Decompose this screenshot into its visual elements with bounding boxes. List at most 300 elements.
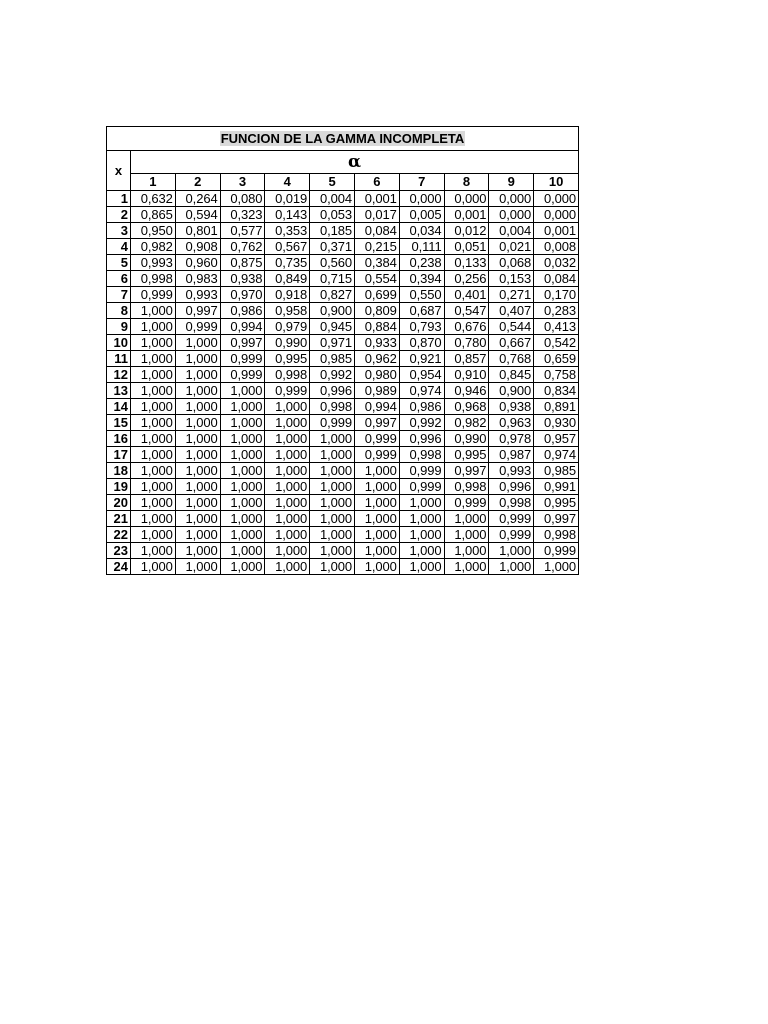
table-cell: 1,000 — [310, 511, 355, 527]
table-cell: 0,998 — [399, 447, 444, 463]
table-cell: 1,000 — [399, 559, 444, 575]
table-row — [107, 463, 579, 479]
table-cell: 1,000 — [310, 463, 355, 479]
row-x-value: 20 — [107, 495, 131, 511]
row-x-value: 12 — [107, 367, 131, 383]
table-row — [107, 255, 579, 271]
table-row — [107, 511, 579, 527]
table-cell: 0,000 — [399, 191, 444, 207]
table-cell: 1,000 — [399, 543, 444, 559]
table-cell: 0,185 — [310, 223, 355, 239]
table-cell: 1,000 — [131, 527, 176, 543]
table-cell: 0,958 — [265, 303, 310, 319]
table-row — [107, 527, 579, 543]
table-cell: 0,032 — [534, 255, 579, 271]
table-cell: 0,997 — [534, 511, 579, 527]
alpha-column-header: 3 — [220, 174, 265, 191]
table-cell: 1,000 — [265, 559, 310, 575]
table-cell: 1,000 — [265, 543, 310, 559]
table-cell: 1,000 — [131, 399, 176, 415]
table-cell: 0,801 — [175, 223, 220, 239]
table-cell: 1,000 — [489, 543, 534, 559]
table-cell: 1,000 — [534, 559, 579, 575]
table-cell: 0,111 — [399, 239, 444, 255]
table-cell: 1,000 — [399, 527, 444, 543]
table-cell: 0,991 — [534, 479, 579, 495]
alpha-row — [107, 151, 579, 174]
table-cell: 1,000 — [265, 415, 310, 431]
table-cell: 0,715 — [310, 271, 355, 287]
table-cell: 0,998 — [444, 479, 489, 495]
table-cell: 1,000 — [131, 431, 176, 447]
table-cell: 0,891 — [534, 399, 579, 415]
table-cell: 1,000 — [131, 351, 176, 367]
table-cell: 0,974 — [534, 447, 579, 463]
table-cell: 0,353 — [265, 223, 310, 239]
table-cell: 0,993 — [131, 255, 176, 271]
table-cell: 0,963 — [489, 415, 534, 431]
alpha-column-header: 8 — [444, 174, 489, 191]
table-cell: 0,000 — [534, 207, 579, 223]
table-cell: 0,019 — [265, 191, 310, 207]
table-cell: 1,000 — [265, 447, 310, 463]
table-cell: 1,000 — [220, 527, 265, 543]
table-row — [107, 191, 579, 207]
table-row — [107, 239, 579, 255]
table-cell: 1,000 — [354, 479, 399, 495]
table-cell: 1,000 — [265, 399, 310, 415]
table-cell: 0,544 — [489, 319, 534, 335]
alpha-column-header: 4 — [265, 174, 310, 191]
table-cell: 0,238 — [399, 255, 444, 271]
row-x-value: 17 — [107, 447, 131, 463]
table-cell: 0,979 — [265, 319, 310, 335]
table-cell: 0,987 — [489, 447, 534, 463]
table-cell: 0,053 — [310, 207, 355, 223]
row-x-value: 18 — [107, 463, 131, 479]
table-cell: 0,933 — [354, 335, 399, 351]
table-cell: 0,000 — [489, 191, 534, 207]
table-cell: 0,900 — [310, 303, 355, 319]
table-cell: 1,000 — [444, 543, 489, 559]
table-cell: 0,999 — [399, 463, 444, 479]
table-cell: 0,676 — [444, 319, 489, 335]
table-cell: 0,735 — [265, 255, 310, 271]
table-cell: 0,983 — [175, 271, 220, 287]
table-cell: 0,550 — [399, 287, 444, 303]
table-cell: 0,996 — [489, 479, 534, 495]
table-cell: 0,153 — [489, 271, 534, 287]
table-cell: 1,000 — [265, 479, 310, 495]
table-cell: 0,997 — [354, 415, 399, 431]
alpha-column-header: 9 — [489, 174, 534, 191]
table-cell: 1,000 — [220, 383, 265, 399]
table-cell: 0,143 — [265, 207, 310, 223]
table-cell: 0,962 — [354, 351, 399, 367]
table-cell: 0,271 — [489, 287, 534, 303]
table-cell: 0,999 — [489, 527, 534, 543]
alpha-values-row — [107, 174, 579, 191]
table-cell: 0,945 — [310, 319, 355, 335]
table-cell: 0,384 — [354, 255, 399, 271]
table-cell: 0,993 — [489, 463, 534, 479]
title-row — [107, 127, 579, 151]
table-cell: 1,000 — [265, 431, 310, 447]
table-cell: 0,413 — [534, 319, 579, 335]
table-cell: 0,999 — [489, 511, 534, 527]
table-cell: 0,827 — [310, 287, 355, 303]
table-cell: 1,000 — [175, 543, 220, 559]
table-cell: 0,992 — [310, 367, 355, 383]
table-cell: 1,000 — [131, 559, 176, 575]
table-cell: 0,999 — [265, 383, 310, 399]
table-row — [107, 319, 579, 335]
table-cell: 0,999 — [444, 495, 489, 511]
row-x-value: 21 — [107, 511, 131, 527]
table-cell: 1,000 — [175, 495, 220, 511]
table-cell: 0,900 — [489, 383, 534, 399]
table-cell: 0,875 — [220, 255, 265, 271]
table-cell: 1,000 — [175, 527, 220, 543]
table-cell: 0,542 — [534, 335, 579, 351]
table-cell: 0,857 — [444, 351, 489, 367]
table-cell: 0,970 — [220, 287, 265, 303]
table-cell: 1,000 — [220, 399, 265, 415]
table-cell: 1,000 — [265, 495, 310, 511]
table-cell: 0,996 — [310, 383, 355, 399]
table-cell: 1,000 — [131, 511, 176, 527]
table-cell: 0,999 — [175, 319, 220, 335]
table-cell: 0,547 — [444, 303, 489, 319]
table-row — [107, 223, 579, 239]
table-row — [107, 415, 579, 431]
table-row — [107, 543, 579, 559]
table-cell: 1,000 — [354, 511, 399, 527]
table-cell: 0,017 — [354, 207, 399, 223]
table-cell: 1,000 — [175, 383, 220, 399]
table-cell: 0,985 — [534, 463, 579, 479]
row-x-value: 22 — [107, 527, 131, 543]
table-cell: 0,394 — [399, 271, 444, 287]
table-cell: 0,133 — [444, 255, 489, 271]
table-cell: 0,215 — [354, 239, 399, 255]
table-cell: 0,985 — [310, 351, 355, 367]
table-cell: 0,170 — [534, 287, 579, 303]
table-cell: 1,000 — [444, 511, 489, 527]
table-cell: 0,051 — [444, 239, 489, 255]
table-cell: 0,998 — [131, 271, 176, 287]
table-cell: 1,000 — [310, 543, 355, 559]
table-cell: 0,997 — [175, 303, 220, 319]
table-cell: 1,000 — [220, 431, 265, 447]
table-cell: 0,594 — [175, 207, 220, 223]
row-x-value: 24 — [107, 559, 131, 575]
table-cell: 0,001 — [534, 223, 579, 239]
row-x-value: 6 — [107, 271, 131, 287]
row-x-value: 3 — [107, 223, 131, 239]
table-title-cell — [107, 127, 579, 151]
alpha-column-header: 6 — [354, 174, 399, 191]
table-cell: 0,870 — [399, 335, 444, 351]
table-cell: 1,000 — [220, 495, 265, 511]
table-cell: 0,659 — [534, 351, 579, 367]
table-cell: 1,000 — [175, 559, 220, 575]
table-cell: 1,000 — [265, 463, 310, 479]
table-cell: 0,084 — [534, 271, 579, 287]
table-cell: 0,264 — [175, 191, 220, 207]
table-cell: 1,000 — [175, 351, 220, 367]
table-cell: 1,000 — [310, 431, 355, 447]
table-header — [107, 127, 579, 191]
table-row — [107, 495, 579, 511]
table-cell: 0,994 — [220, 319, 265, 335]
table-row — [107, 271, 579, 287]
table-cell: 1,000 — [310, 447, 355, 463]
table-cell: 0,407 — [489, 303, 534, 319]
alpha-column-header: 5 — [310, 174, 355, 191]
table-cell: 1,000 — [175, 415, 220, 431]
row-x-value: 23 — [107, 543, 131, 559]
gamma-table — [106, 126, 579, 575]
table-title: FUNCION DE LA GAMMA INCOMPLETA — [220, 131, 465, 146]
table-cell: 1,000 — [131, 383, 176, 399]
table-cell: 0,994 — [354, 399, 399, 415]
table-cell: 1,000 — [220, 543, 265, 559]
alpha-column-header: 2 — [175, 174, 220, 191]
table-cell: 0,986 — [220, 303, 265, 319]
table-cell: 0,995 — [444, 447, 489, 463]
table-cell: 0,884 — [354, 319, 399, 335]
table-cell: 0,401 — [444, 287, 489, 303]
table-cell: 1,000 — [131, 543, 176, 559]
table-cell: 1,000 — [131, 367, 176, 383]
table-cell: 0,999 — [220, 367, 265, 383]
table-cell: 0,992 — [399, 415, 444, 431]
table-cell: 0,845 — [489, 367, 534, 383]
table-cell: 1,000 — [220, 559, 265, 575]
table-cell: 0,283 — [534, 303, 579, 319]
table-cell: 1,000 — [175, 367, 220, 383]
table-cell: 1,000 — [175, 463, 220, 479]
table-cell: 0,998 — [310, 399, 355, 415]
table-cell: 0,080 — [220, 191, 265, 207]
table-cell: 0,998 — [534, 527, 579, 543]
table-cell: 0,667 — [489, 335, 534, 351]
table-row — [107, 447, 579, 463]
table-cell: 0,001 — [354, 191, 399, 207]
table-cell: 0,000 — [534, 191, 579, 207]
table-cell: 0,999 — [534, 543, 579, 559]
table-cell: 0,999 — [399, 479, 444, 495]
table-cell: 0,938 — [220, 271, 265, 287]
table-cell: 1,000 — [354, 559, 399, 575]
table-cell: 0,998 — [489, 495, 534, 511]
row-x-value: 2 — [107, 207, 131, 223]
table-cell: 0,084 — [354, 223, 399, 239]
table-cell: 1,000 — [175, 511, 220, 527]
table-cell: 0,921 — [399, 351, 444, 367]
table-cell: 0,034 — [399, 223, 444, 239]
table-cell: 0,960 — [175, 255, 220, 271]
table-cell: 0,990 — [444, 431, 489, 447]
table-cell: 0,021 — [489, 239, 534, 255]
table-cell: 0,762 — [220, 239, 265, 255]
table-cell: 1,000 — [399, 495, 444, 511]
table-cell: 0,780 — [444, 335, 489, 351]
row-x-value: 14 — [107, 399, 131, 415]
table-cell: 1,000 — [354, 463, 399, 479]
row-x-value: 13 — [107, 383, 131, 399]
table-cell: 0,974 — [399, 383, 444, 399]
table-row — [107, 367, 579, 383]
table-cell: 1,000 — [131, 335, 176, 351]
row-x-value: 9 — [107, 319, 131, 335]
table-cell: 0,918 — [265, 287, 310, 303]
table-cell: 0,954 — [399, 367, 444, 383]
table-cell: 0,323 — [220, 207, 265, 223]
row-x-value: 8 — [107, 303, 131, 319]
table-cell: 1,000 — [220, 415, 265, 431]
table-cell: 1,000 — [399, 511, 444, 527]
table-cell: 1,000 — [175, 447, 220, 463]
table-cell: 0,371 — [310, 239, 355, 255]
alpha-column-header: 1 — [131, 174, 176, 191]
alpha-column-header: 10 — [534, 174, 579, 191]
table-cell: 0,000 — [444, 191, 489, 207]
table-cell: 0,834 — [534, 383, 579, 399]
table-cell: 1,000 — [354, 527, 399, 543]
row-x-value: 1 — [107, 191, 131, 207]
table-cell: 0,950 — [131, 223, 176, 239]
row-x-value: 19 — [107, 479, 131, 495]
table-row — [107, 287, 579, 303]
table-cell: 0,930 — [534, 415, 579, 431]
table-cell: 0,687 — [399, 303, 444, 319]
table-row — [107, 559, 579, 575]
table-cell: 0,554 — [354, 271, 399, 287]
table-cell: 0,957 — [534, 431, 579, 447]
table-cell: 0,012 — [444, 223, 489, 239]
table-cell: 1,000 — [131, 415, 176, 431]
row-x-value: 7 — [107, 287, 131, 303]
table-cell: 0,865 — [131, 207, 176, 223]
table-cell: 0,998 — [265, 367, 310, 383]
table-cell: 0,995 — [265, 351, 310, 367]
row-x-value: 5 — [107, 255, 131, 271]
table-cell: 1,000 — [175, 431, 220, 447]
table-cell: 1,000 — [220, 511, 265, 527]
table-cell: 1,000 — [310, 495, 355, 511]
table-cell: 1,000 — [265, 527, 310, 543]
table-cell: 0,560 — [310, 255, 355, 271]
table-cell: 0,699 — [354, 287, 399, 303]
row-x-value: 16 — [107, 431, 131, 447]
table-cell: 0,999 — [310, 415, 355, 431]
alpha-header: α — [131, 151, 579, 174]
table-cell: 1,000 — [310, 559, 355, 575]
table-cell: 0,758 — [534, 367, 579, 383]
table-cell: 0,990 — [265, 335, 310, 351]
row-x-value: 10 — [107, 335, 131, 351]
alpha-column-header: 7 — [399, 174, 444, 191]
table-cell: 1,000 — [444, 527, 489, 543]
table-row — [107, 383, 579, 399]
table-row — [107, 303, 579, 319]
table-cell: 0,968 — [444, 399, 489, 415]
table-cell: 0,978 — [489, 431, 534, 447]
table-cell: 0,997 — [220, 335, 265, 351]
table-cell: 0,908 — [175, 239, 220, 255]
table-cell: 0,567 — [265, 239, 310, 255]
table-cell: 0,001 — [444, 207, 489, 223]
table-cell: 0,577 — [220, 223, 265, 239]
table-cell: 1,000 — [220, 463, 265, 479]
table-cell: 0,008 — [534, 239, 579, 255]
table-cell: 1,000 — [265, 511, 310, 527]
table-body — [107, 191, 579, 575]
table-cell: 0,999 — [354, 431, 399, 447]
row-x-value: 15 — [107, 415, 131, 431]
table-cell: 0,993 — [175, 287, 220, 303]
table-cell: 1,000 — [175, 399, 220, 415]
table-cell: 1,000 — [220, 479, 265, 495]
table-cell: 1,000 — [489, 559, 534, 575]
table-cell: 1,000 — [131, 319, 176, 335]
table-cell: 0,986 — [399, 399, 444, 415]
table-row — [107, 431, 579, 447]
table-cell: 1,000 — [354, 543, 399, 559]
table-cell: 1,000 — [175, 479, 220, 495]
table-cell: 0,632 — [131, 191, 176, 207]
table-cell: 0,971 — [310, 335, 355, 351]
table-cell: 0,910 — [444, 367, 489, 383]
table-row — [107, 207, 579, 223]
table-cell: 0,995 — [534, 495, 579, 511]
table-cell: 0,989 — [354, 383, 399, 399]
table-cell: 0,999 — [354, 447, 399, 463]
table-cell: 0,996 — [399, 431, 444, 447]
table-cell: 1,000 — [310, 479, 355, 495]
table-cell: 1,000 — [220, 447, 265, 463]
table-row — [107, 399, 579, 415]
table-cell: 0,000 — [489, 207, 534, 223]
table-cell: 1,000 — [131, 463, 176, 479]
row-x-value: 11 — [107, 351, 131, 367]
table-cell: 0,005 — [399, 207, 444, 223]
table-cell: 0,004 — [489, 223, 534, 239]
table-cell: 0,946 — [444, 383, 489, 399]
table-cell: 0,982 — [444, 415, 489, 431]
table-cell: 0,997 — [444, 463, 489, 479]
table-cell: 0,809 — [354, 303, 399, 319]
table-cell: 0,068 — [489, 255, 534, 271]
table-cell: 1,000 — [444, 559, 489, 575]
table-cell: 0,849 — [265, 271, 310, 287]
table-row — [107, 351, 579, 367]
table-cell: 1,000 — [131, 303, 176, 319]
table-cell: 1,000 — [354, 495, 399, 511]
x-header: x — [107, 151, 131, 191]
table-cell: 0,768 — [489, 351, 534, 367]
table-cell: 0,938 — [489, 399, 534, 415]
table-cell: 0,793 — [399, 319, 444, 335]
table-cell: 0,999 — [220, 351, 265, 367]
table-cell: 0,999 — [131, 287, 176, 303]
table-cell: 1,000 — [310, 527, 355, 543]
table-cell: 1,000 — [131, 495, 176, 511]
table-row — [107, 335, 579, 351]
table-cell: 0,256 — [444, 271, 489, 287]
